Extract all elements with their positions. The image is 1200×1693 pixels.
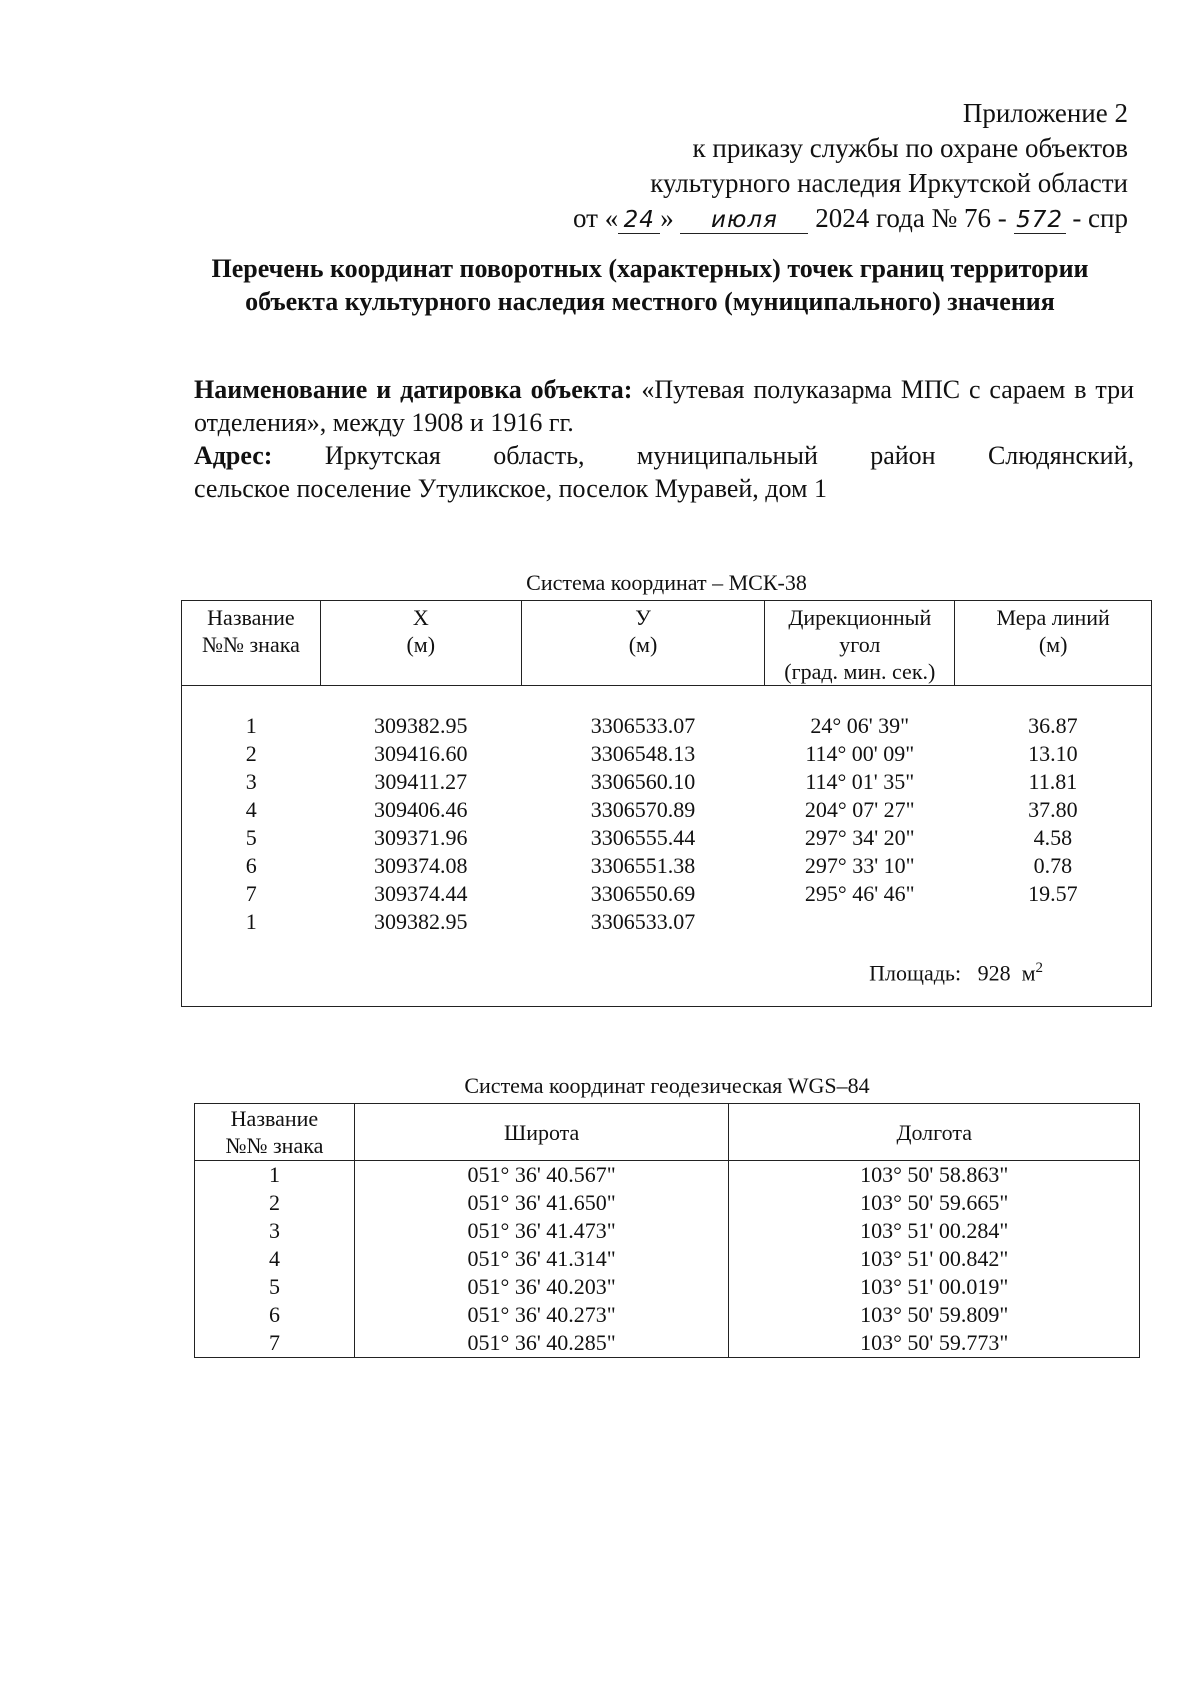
wgs-cell-number: 7 [195, 1329, 355, 1358]
wgs-cell-lat: 051° 36' 40.285" [354, 1329, 729, 1358]
year-text: 2024 года № 76 - [815, 203, 1007, 233]
msk-header-angle: Дирекционный угол (град. мин. сек.) [765, 601, 955, 686]
object-name-label: Наименование и датировка объекта: [194, 375, 633, 404]
msk-cell-y: 3306533.07 [590, 909, 696, 934]
appendix-date-line [573, 201, 1128, 236]
appendix-line-1: Приложение 2 [962, 98, 1128, 128]
table-row [195, 1189, 1140, 1217]
document-title: Перечень координат поворотных (характерных) точек границ территории объекта культурного наследия местного (муниципального) значения [211, 254, 1089, 316]
wgs-header-row [195, 1104, 1140, 1161]
table-row [195, 1301, 1140, 1329]
msk-caption: Система координат – МСК-38 [526, 570, 807, 595]
address-label: Адрес: [194, 441, 273, 470]
wgs-cell-number: 4 [195, 1245, 355, 1273]
handwritten-order-number: 572 [1014, 207, 1066, 234]
msk-cell-x: 309406.46 [374, 797, 468, 822]
wgs-header-lon: Долгота [729, 1104, 1140, 1161]
msk-cell-angle: 114° 00' 09" [805, 741, 915, 766]
handwritten-month: июля [680, 207, 808, 234]
wgs-cell-lon: 103° 51' 00.842" [729, 1245, 1140, 1273]
msk-cell-x: 309371.96 [374, 825, 468, 850]
msk-cell-angle: 114° 01' 35" [805, 769, 915, 794]
msk-cell-number: 3 [245, 769, 257, 794]
table-row [182, 796, 1152, 824]
wgs-cell-lon: 103° 51' 00.019" [729, 1273, 1140, 1301]
msk-cell-length: 19.57 [1028, 881, 1078, 906]
msk-cell-y: 3306551.38 [590, 853, 696, 878]
table-row [195, 1329, 1140, 1358]
msk-cell-y: 3306533.07 [590, 713, 696, 738]
msk-cell-number: 1 [245, 713, 257, 738]
table-row [195, 1273, 1140, 1301]
msk-cell-angle [765, 908, 955, 936]
msk-cell-y: 3306550.69 [590, 881, 696, 906]
msk-cell-angle: 297° 34' 20" [804, 825, 915, 850]
area-value: 928 [977, 960, 1011, 986]
msk-cell-length: 4.58 [1033, 825, 1073, 850]
table-row [182, 880, 1152, 908]
msk-cell-y: 3306560.10 [590, 769, 696, 794]
wgs-cell-number: 1 [195, 1161, 355, 1190]
wgs-coordinates-table [194, 1103, 1140, 1358]
msk-cell-number: 7 [245, 881, 257, 906]
msk-cell-length: 0.78 [1033, 853, 1073, 878]
msk-cell-angle: 204° 07' 27" [804, 797, 915, 822]
object-name-value: «Путевая полуказарма МПС с сараем в три отделения», между 1908 и 1916 гг. [194, 375, 1135, 437]
appendix-header [573, 96, 1128, 236]
msk-header-x: X (м) [320, 601, 521, 686]
wgs-header-lat: Широта [354, 1104, 729, 1161]
appendix-line-3: культурного наследия Иркутской области [650, 168, 1128, 198]
msk-cell-x: 309374.08 [374, 853, 468, 878]
wgs-cell-lat: 051° 36' 40.203" [354, 1273, 729, 1301]
msk-cell-number: 1 [245, 909, 257, 934]
address-line-1: Иркутская область, муниципальный район Слюдянский, [324, 441, 1134, 470]
wgs-cell-lat: 051° 36' 40.567" [354, 1161, 729, 1190]
table-row [182, 852, 1152, 880]
wgs-header-name: Название №№ знака [195, 1104, 355, 1161]
msk-cell-number: 2 [245, 741, 257, 766]
wgs-cell-lon: 103° 50' 58.863" [729, 1161, 1140, 1190]
wgs-cell-number: 3 [195, 1217, 355, 1245]
table-row [182, 712, 1152, 740]
msk-cell-length: 11.81 [1028, 769, 1078, 794]
wgs-cell-number: 6 [195, 1301, 355, 1329]
msk-cell-x: 309382.95 [374, 909, 468, 934]
area-cell [182, 936, 1152, 1007]
msk-cell-length [955, 908, 1152, 936]
msk-header-row [182, 601, 1152, 686]
day-suffix: » [660, 203, 674, 233]
msk-header-y: У (м) [521, 601, 765, 686]
table-row [182, 908, 1152, 936]
wgs-cell-lat: 051° 36' 41.314" [354, 1245, 729, 1273]
msk-spacer-row [182, 686, 1152, 713]
msk-cell-angle: 295° 46' 46" [804, 881, 915, 906]
msk-cell-angle: 297° 33' 10" [804, 853, 915, 878]
msk-cell-y: 3306570.89 [590, 797, 696, 822]
msk-header-name: Название №№ знака [182, 601, 321, 686]
msk-cell-length: 36.87 [1028, 713, 1078, 738]
order-suffix: - спр [1072, 203, 1128, 233]
object-address [194, 439, 1134, 472]
wgs-cell-lat: 051° 36' 41.650" [354, 1189, 729, 1217]
table-row [195, 1245, 1140, 1273]
area-unit-power: 2 [1035, 960, 1043, 977]
object-info [194, 373, 1134, 505]
object-name [194, 373, 1134, 439]
msk-cell-length: 37.80 [1028, 797, 1078, 822]
handwritten-day: 24 [618, 207, 660, 234]
msk-cell-number: 5 [245, 825, 257, 850]
msk-cell-y: 3306548.13 [590, 741, 696, 766]
wgs-cell-number: 5 [195, 1273, 355, 1301]
table-row [182, 740, 1152, 768]
wgs-cell-lon: 103° 50' 59.773" [729, 1329, 1140, 1358]
msk-cell-number: 6 [245, 853, 257, 878]
msk-cell-number: 4 [245, 797, 257, 822]
msk-coordinates-table [181, 600, 1152, 1007]
wgs-caption: Система координат геодезическая WGS–84 [464, 1073, 870, 1098]
msk-cell-length: 13.10 [1028, 741, 1078, 766]
msk-cell-y: 3306555.44 [590, 825, 696, 850]
table-row [195, 1161, 1140, 1190]
wgs-cell-lat: 051° 36' 40.273" [354, 1301, 729, 1329]
msk-cell-x: 309411.27 [374, 769, 468, 794]
address-line-2: сельское поселение Утуликское, поселок Муравей, дом 1 [194, 474, 827, 503]
msk-header-length: Мера линий (м) [955, 601, 1152, 686]
msk-cell-x: 309416.60 [374, 741, 468, 766]
wgs-cell-lon: 103° 50' 59.809" [729, 1301, 1140, 1329]
date-prefix: от « [573, 203, 619, 233]
table-row [182, 824, 1152, 852]
appendix-line-2: к приказу службы по охране объектов [692, 133, 1128, 163]
wgs-cell-lon: 103° 50' 59.665" [729, 1189, 1140, 1217]
wgs-cell-lat: 051° 36' 41.473" [354, 1217, 729, 1245]
msk-cell-x: 309382.95 [374, 713, 468, 738]
table-row [195, 1217, 1140, 1245]
table-row [182, 768, 1152, 796]
area-label: Площадь: [869, 960, 962, 986]
msk-cell-angle: 24° 06' 39" [810, 713, 910, 738]
msk-area-row [182, 936, 1152, 1007]
msk-cell-x: 309374.44 [374, 881, 468, 906]
area-unit: м [1021, 960, 1036, 986]
wgs-cell-lon: 103° 51' 00.284" [729, 1217, 1140, 1245]
wgs-cell-number: 2 [195, 1189, 355, 1217]
